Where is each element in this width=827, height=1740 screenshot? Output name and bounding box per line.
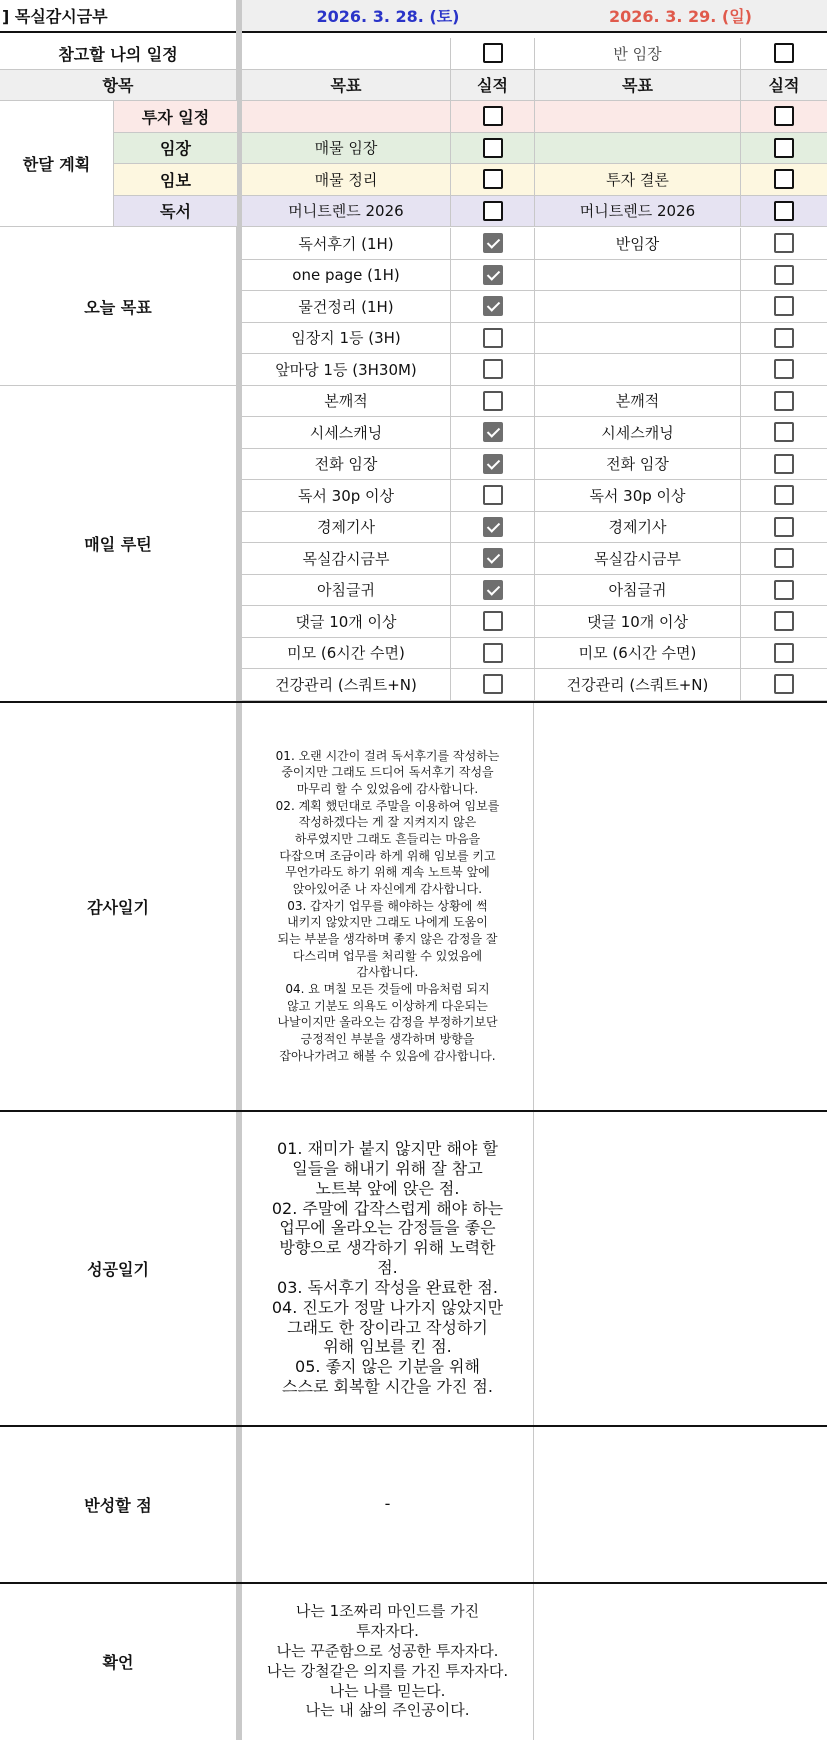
- col-item-header: 항목: [0, 70, 236, 102]
- routine-day2-checkbox[interactable]: [774, 517, 794, 537]
- routine-day1-checkbox-cell: [451, 638, 534, 670]
- today-day1-checkbox[interactable]: [483, 296, 503, 316]
- sheet-title: ] 목실감시금부: [0, 0, 236, 33]
- today-day2-checkbox-cell: [741, 260, 827, 292]
- gratitude-day1-text: 01. 오랜 시간이 걸려 독서후기를 작성하는 중이지만 그래도 드디어 독서후기 작성을 마무리 할 수 있었음에 감사합니다. 02. 계획 했던대로 주말을 이용하여 임보를 작성하겠다는 게 잘 지켜지지 않은 하루였지만 그래도 흔들리는 마음을 다잡으며 조금이라 하게 위해 임보를 키고 무언가라도 하기 위해 계속 노트북 앞에 앉아있어준 나 자신에게 감사합니다. 03. 갑자기 업무를 해야하는 상황에 썩 내키지 않았지만 그래도 나에게 도움이 되는 부분을 생각하며 좋지 않은 감정을 잘 다스리며 업무를 처리할 수 있었음에 감사합니다. 04. 요 며칠 모든 것들에 마음처럼 되지 않고 기분도 의욕도 이상하게 다운되는 나날이지만 올라오는 감정을 부정하기보단 긍정적인 부분을 생각하며 방향을 잡아나가려고 해볼 수 있음에 감사합니다.: [242, 703, 534, 1110]
- today-day2-checkbox[interactable]: [774, 296, 794, 316]
- routine-day1-checkbox[interactable]: [483, 643, 503, 663]
- monthly-day2-checkbox[interactable]: [774, 106, 794, 126]
- col-goal1-header: 목표: [242, 70, 451, 102]
- monthly-sub-label: 임장: [113, 133, 237, 165]
- affirmation-label: 확언: [102, 1653, 134, 1673]
- today-goal-day1: 독서후기 (1H): [242, 228, 451, 260]
- routine-day2-checkbox[interactable]: [774, 485, 794, 505]
- today-goal-day2: [534, 323, 741, 355]
- col-result1-header: 실적: [451, 70, 534, 102]
- date-day1: 2026. 3. 28. (토): [242, 0, 534, 33]
- affirmation-day1-text: 나는 1조짜리 마인드를 가진 투자자다. 나는 꾸준함으로 성공한 투자자다. 나는 강철같은 의지를 가진 투자자다. 나는 나를 믿는다. 나는 내 삶의 주인공이다.: [242, 1584, 534, 1740]
- today-goal-day2: [534, 260, 741, 292]
- routine-day2-checkbox[interactable]: [774, 674, 794, 694]
- schedule-day2-text: 반 임장: [534, 38, 741, 70]
- routine-item-day2: 본깨적: [534, 386, 741, 418]
- today-day1-checkbox-cell: [451, 291, 534, 323]
- reflection-label: 반성할 점: [84, 1495, 152, 1515]
- today-day1-checkbox[interactable]: [483, 265, 503, 285]
- today-goal-day1: 물건정리 (1H): [242, 291, 451, 323]
- monthly-day2-checkbox-cell: [741, 164, 827, 196]
- routine-item-day2: 미모 (6시간 수면): [534, 638, 741, 670]
- monthly-plan-label: 한달 계획: [0, 101, 113, 227]
- routine-day2-checkbox[interactable]: [774, 643, 794, 663]
- col-goal2-header: 목표: [534, 70, 741, 102]
- routine-day1-checkbox-cell: [451, 669, 534, 701]
- routine-day1-checkbox-cell: [451, 386, 534, 418]
- today-day1-checkbox-cell: [451, 354, 534, 386]
- routine-item-day1: 본깨적: [242, 386, 451, 418]
- routine-day1-checkbox-cell: [451, 512, 534, 544]
- routine-day1-checkbox[interactable]: [483, 517, 503, 537]
- routine-item-day2: 전화 임장: [534, 449, 741, 481]
- monthly-day1-checkbox-cell: [451, 133, 534, 165]
- routine-item-day1: 아침글귀: [242, 575, 451, 607]
- routine-day1-checkbox-cell: [451, 480, 534, 512]
- routine-day2-checkbox-cell: [741, 417, 827, 449]
- routine-item-day1: 목실감시금부: [242, 543, 451, 575]
- reflection-day2-text: [534, 1427, 827, 1582]
- routine-day2-checkbox-cell: [741, 669, 827, 701]
- today-day2-checkbox[interactable]: [774, 233, 794, 253]
- schedule-day2-checkbox[interactable]: [774, 43, 794, 63]
- monthly-day2-checkbox[interactable]: [774, 138, 794, 158]
- col-result2-header: 실적: [741, 70, 827, 102]
- routine-day1-checkbox[interactable]: [483, 548, 503, 568]
- reflection-day1-text: -: [242, 1427, 534, 1582]
- today-day2-checkbox-cell: [741, 228, 827, 260]
- routine-day2-checkbox-cell: [741, 638, 827, 670]
- today-day2-checkbox[interactable]: [774, 359, 794, 379]
- routine-day1-checkbox-cell: [451, 606, 534, 638]
- today-day1-checkbox[interactable]: [483, 328, 503, 348]
- today-day2-checkbox-cell: [741, 323, 827, 355]
- routine-day1-checkbox[interactable]: [483, 485, 503, 505]
- monthly-goal-day1: 매물 정리: [242, 164, 451, 196]
- routine-item-day1: 전화 임장: [242, 449, 451, 481]
- routine-day1-checkbox-cell: [451, 449, 534, 481]
- today-day2-checkbox[interactable]: [774, 328, 794, 348]
- routine-item-day2: 댓글 10개 이상: [534, 606, 741, 638]
- today-goal-day2: [534, 291, 741, 323]
- routine-item-day2: 독서 30p 이상: [534, 480, 741, 512]
- routine-item-day2: 시세스캐닝: [534, 417, 741, 449]
- today-goal-day2: 반임장: [534, 228, 741, 260]
- schedule-day1-text: [242, 38, 451, 70]
- affirmation-day2-text: [534, 1584, 827, 1740]
- monthly-goal-day1: 매물 임장: [242, 133, 451, 165]
- gratitude-label: 감사일기: [87, 897, 149, 917]
- routine-item-day1: 경제기사: [242, 512, 451, 544]
- routine-day1-checkbox-cell: [451, 543, 534, 575]
- success-label: 성공일기: [87, 1259, 149, 1279]
- monthly-goal-day2: [534, 133, 741, 165]
- today-day2-checkbox-cell: [741, 291, 827, 323]
- today-day1-checkbox[interactable]: [483, 233, 503, 253]
- routine-day2-checkbox[interactable]: [774, 422, 794, 442]
- routine-day2-checkbox-cell: [741, 386, 827, 418]
- schedule-day1-checkbox[interactable]: [483, 43, 503, 63]
- today-day2-checkbox-cell: [741, 354, 827, 386]
- monthly-sub-label: 투자 일정: [113, 101, 237, 133]
- routine-item-day1: 미모 (6시간 수면): [242, 638, 451, 670]
- monthly-goal-day2: [534, 101, 741, 133]
- gratitude-day2-text: [534, 703, 827, 1110]
- routine-day2-checkbox-cell: [741, 606, 827, 638]
- routine-day1-checkbox[interactable]: [483, 674, 503, 694]
- today-day1-checkbox[interactable]: [483, 359, 503, 379]
- monthly-day2-checkbox-cell: [741, 133, 827, 165]
- monthly-day1-checkbox[interactable]: [483, 138, 503, 158]
- monthly-day1-checkbox-cell: [451, 196, 534, 228]
- routine-item-day2: 아침글귀: [534, 575, 741, 607]
- routine-item-day2: 목실감시금부: [534, 543, 741, 575]
- routine-day2-checkbox-cell: [741, 512, 827, 544]
- monthly-day1-checkbox-cell: [451, 164, 534, 196]
- monthly-day1-checkbox-cell: [451, 101, 534, 133]
- routine-day2-checkbox[interactable]: [774, 391, 794, 411]
- routine-day1-checkbox[interactable]: [483, 422, 503, 442]
- schedule-day2-checkbox-cell: [741, 38, 827, 70]
- success-day2-text: [534, 1112, 827, 1425]
- routine-day2-checkbox[interactable]: [774, 454, 794, 474]
- routine-day1-checkbox-cell: [451, 575, 534, 607]
- monthly-goal-day2: 머니트렌드 2026: [534, 196, 741, 228]
- monthly-goal-day1: 머니트렌드 2026: [242, 196, 451, 228]
- schedule-label: 참고할 나의 일정: [0, 38, 236, 70]
- routine-day1-checkbox[interactable]: [483, 611, 503, 631]
- today-goal-day1: one page (1H): [242, 260, 451, 292]
- monthly-day1-checkbox[interactable]: [483, 106, 503, 126]
- monthly-day1-checkbox[interactable]: [483, 201, 503, 221]
- today-goal-day1: 임장지 1등 (3H): [242, 323, 451, 355]
- monthly-sub-label: 독서: [113, 196, 237, 228]
- routine-item-day2: 건강관리 (스쿼트+N): [534, 669, 741, 701]
- routine-day1-checkbox[interactable]: [483, 391, 503, 411]
- monthly-day2-checkbox-cell: [741, 196, 827, 228]
- routine-day2-checkbox[interactable]: [774, 548, 794, 568]
- daily-routine-label: 매일 루틴: [84, 534, 152, 554]
- today-day1-checkbox-cell: [451, 228, 534, 260]
- routine-item-day2: 경제기사: [534, 512, 741, 544]
- routine-day2-checkbox[interactable]: [774, 611, 794, 631]
- today-goals-label: 오늘 목표: [0, 228, 236, 386]
- today-goal-day2: [534, 354, 741, 386]
- routine-item-day1: 시세스캐닝: [242, 417, 451, 449]
- monthly-day2-checkbox[interactable]: [774, 201, 794, 221]
- monthly-day2-checkbox[interactable]: [774, 169, 794, 189]
- monthly-sub-label: 임보: [113, 164, 237, 196]
- monthly-goal-day2: 투자 결론: [534, 164, 741, 196]
- routine-item-day1: 독서 30p 이상: [242, 480, 451, 512]
- routine-day2-checkbox-cell: [741, 480, 827, 512]
- routine-day2-checkbox-cell: [741, 449, 827, 481]
- monthly-goal-day1: [242, 101, 451, 133]
- today-day2-checkbox[interactable]: [774, 265, 794, 285]
- routine-day2-checkbox-cell: [741, 543, 827, 575]
- routine-item-day1: 건강관리 (스쿼트+N): [242, 669, 451, 701]
- monthly-day1-checkbox[interactable]: [483, 169, 503, 189]
- today-day1-checkbox-cell: [451, 260, 534, 292]
- routine-day2-checkbox-cell: [741, 575, 827, 607]
- monthly-day2-checkbox-cell: [741, 101, 827, 133]
- routine-item-day1: 댓글 10개 이상: [242, 606, 451, 638]
- date-day2: 2026. 3. 29. (일): [534, 0, 827, 33]
- routine-day1-checkbox-cell: [451, 417, 534, 449]
- routine-day1-checkbox[interactable]: [483, 454, 503, 474]
- schedule-day1-checkbox-cell: [451, 38, 534, 70]
- today-goal-day1: 앞마당 1등 (3H30M): [242, 354, 451, 386]
- routine-day1-checkbox[interactable]: [483, 580, 503, 600]
- routine-day2-checkbox[interactable]: [774, 580, 794, 600]
- success-day1-text: 01. 재미가 붙지 않지만 해야 할 일들을 해내기 위해 잘 참고 노트북 앞에 앉은 점. 02. 주말에 갑작스럽게 해야 하는 업무에 올라오는 감정들을 좋은 방향으로 생각하기 위해 노력한 점. 03. 독서후기 작성을 완료한 점. 04. 진도가 정말 나가지 않았지만 그래도 한 장이라고 작성하기 위해 임보를 킨 점. 05. 좋지 않은 기분을 위해 스스로 회복할 시간을 가진 점.: [242, 1112, 534, 1425]
- today-day1-checkbox-cell: [451, 323, 534, 355]
